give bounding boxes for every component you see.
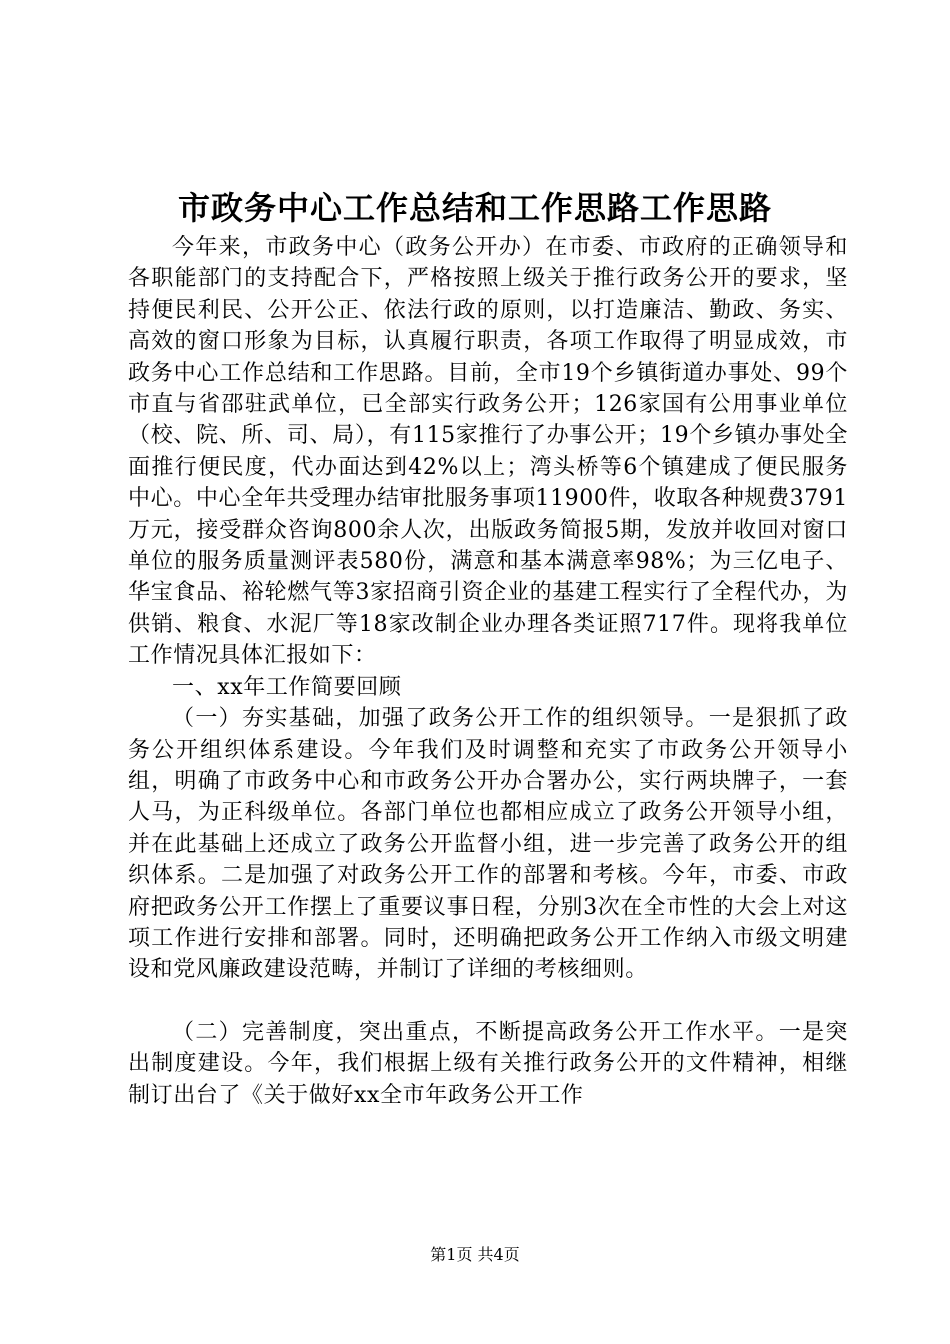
paragraph-section-1: （一）夯实基础，加强了政务公开工作的组织领导。一是狠抓了政务公开组织体系建设。今年我们及时调整和充实了市政务公开领导小组，明确了市政务中心和市政务公开办合署办公，实行两块牌子，一套人马，为正科级单位。各部门单位也都相应成立了政务公开领导小组，并在此基础上还成立了政务公开监督小组，进一步完善了政务公开的组织体系。二是加强了对政务公开工作的部署和考核。今年，市委、市政府把政务公开工作摆上了重要议事日程，分别3次在全市性的大会上对这项工作进行安排和部署。同时，还明确把政务公开工作纳入市级文明建设和党风廉政建设范畴，并制订了详细的考核细则。 [128,706,848,983]
paragraph-section-2: （二）完善制度，突出重点，不断提高政务公开工作水平。一是突出制度建设。今年，我们根据上级有关推行政务公开的文件精神，相继制订出台了《关于做好xx全市年政务公开工作 [128,1019,848,1108]
paragraph-intro: 今年来，市政务中心（政务公开办）在市委、市政府的正确领导和各职能部门的支持配合下，严格按照上级关于推行政务公开的要求，坚持便民利民、公开公正、依法行政的原则，以打造廉洁、勤政、务实、高效的窗口形象为目标，认真履行职责，各项工作取得了明显成效，市政务中心工作总结和工作思路。目前，全市19个乡镇街道办事处、99个市直与省邵驻武单位，已全部实行政务公开；126家国有公用事业单位（校、院、所、司、局），有115家推行了办事公开；19个乡镇办事处全面推行便民度，代办面达到42%以上；湾头桥等6个镇建成了便民服务中心。中心全年共受理办结审批服务事项11900件，收取各种规费3791万元，接受群众咨询800余人次，出版政务简报5期，发放并收回对窗口单位的服务质量测评表580份，满意和基本满意率98%；为三亿电子、华宝食品、裕轮燃气等3家招商引资企业的基建工程实行了全程代办，为供销、粮食、水泥厂等18家改制企业办理各类证照717件。现将我单位工作情况具体汇报如下： [128,235,848,669]
section-heading-review: 一、xx年工作简要回顾 [172,674,402,700]
document-body [128,232,848,1111]
document-title: 市政务中心工作总结和工作思路工作思路 [177,189,772,227]
page-footer: 第1页 共4页 [430,1245,520,1264]
